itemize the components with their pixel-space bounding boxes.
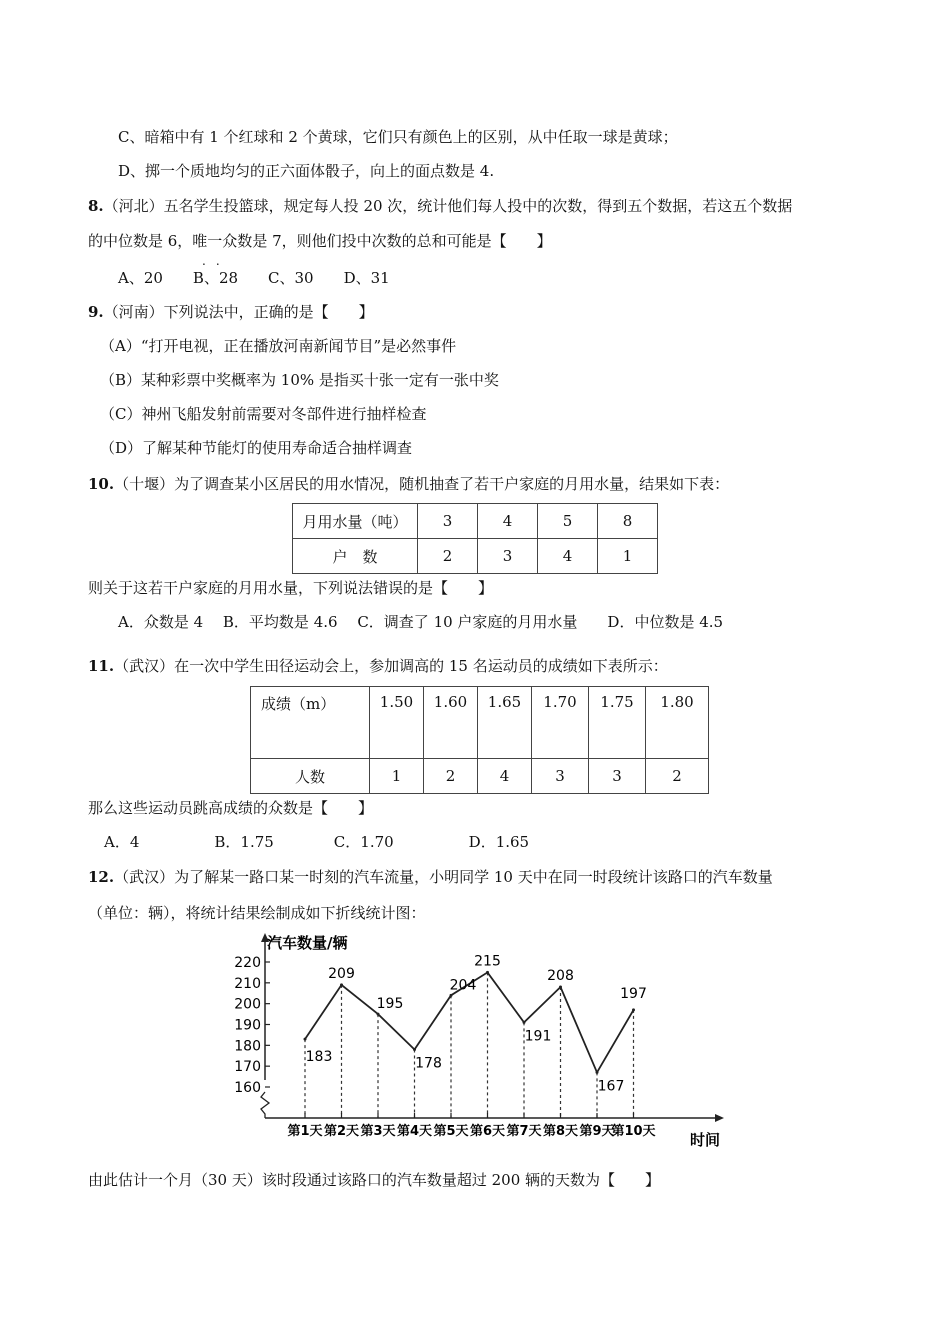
question-text: （武汉）为了解某一路口某一时刻的汽车流量，小明同学 10 天中在同一时段统计该路口的汽车数量 xyxy=(114,868,773,886)
question-11-prompt: 那么这些运动员跳高成绩的众数是【 】 xyxy=(88,799,374,817)
x-tick-label: 第7天 xyxy=(506,1124,542,1139)
data-label: 183 xyxy=(305,1049,333,1066)
y-axis-label: 汽车数量/辆 xyxy=(267,934,348,952)
x-tick-label: 第5天 xyxy=(433,1124,469,1139)
data-label: 178 xyxy=(415,1055,442,1072)
question-text: （十堰）为了调查某小区居民的用水情况，随机抽查了若干户家庭的月用水量，结果如下表： xyxy=(114,475,730,493)
data-label: 208 xyxy=(547,968,574,984)
y-tick-label: 190 xyxy=(234,1017,261,1034)
table-cell: 3 xyxy=(418,504,478,539)
y-tick-label: 160 xyxy=(234,1080,261,1096)
table-cell: 1.70 xyxy=(532,687,589,759)
question-9 xyxy=(88,302,374,322)
table-cell: 1.75 xyxy=(589,687,646,759)
question-10 xyxy=(88,474,729,494)
x-tick-label: 第8天 xyxy=(542,1124,579,1139)
question-9-option-b: （B）某种彩票中奖概率为 10% 是指买十张一定有一张中奖 xyxy=(100,371,499,389)
data-label: 215 xyxy=(474,953,501,970)
data-point xyxy=(450,994,453,997)
data-point xyxy=(413,1048,416,1051)
table-cell: 5 xyxy=(538,504,598,539)
axis-break xyxy=(261,1092,269,1118)
table-cell: 1 xyxy=(598,539,658,574)
x-tick-label: 第6天 xyxy=(469,1124,506,1139)
table-header-cell: 成绩（m） xyxy=(251,687,370,759)
emphasis-dots: .. xyxy=(202,254,230,268)
table-cell: 2 xyxy=(424,759,478,794)
question-number: 9. xyxy=(88,303,104,321)
x-tick-label: 第4天 xyxy=(396,1124,433,1139)
table-cell: 1.65 xyxy=(478,687,532,759)
table-cell: 3 xyxy=(589,759,646,794)
y-tick-label: 180 xyxy=(234,1038,261,1055)
question-10-prompt: 则关于这若干户家庭的月用水量，下列说法错误的是【 】 xyxy=(88,579,494,597)
option-d-text: D、掷一个质地均匀的正六面体骰子，向上的面点数是 4. xyxy=(118,162,495,180)
data-label: 204 xyxy=(449,977,477,994)
table-header-cell: 人数 xyxy=(251,759,370,794)
data-label: 167 xyxy=(597,1078,625,1095)
data-point xyxy=(340,983,343,986)
question-11-options: A．4 B．1.75 C．1.70 D．1.65 xyxy=(104,833,530,851)
question-text: （河北）五名学生投篮球，规定每人投 20 次，统计他们每人投中的次数，得到五个数据，若这五个数据 xyxy=(103,197,793,215)
table-cell: 2 xyxy=(646,759,709,794)
data-point xyxy=(486,971,489,974)
question-8-options: A、20 B、28 C、30 D、31 xyxy=(118,269,390,287)
question-12-line2: （单位：辆），将统计结果绘制成如下折线统计图： xyxy=(88,904,426,922)
data-label: 197 xyxy=(620,985,647,1002)
question-9-option-c: （C）神州飞船发射前需要对冬部件进行抽样检查 xyxy=(100,405,427,423)
table-cell: 8 xyxy=(598,504,658,539)
question-number: 11. xyxy=(88,657,115,675)
question-9-option-a: （A）“打开电视，正在播放河南新闻节目”是必然事件 xyxy=(100,337,457,355)
water-usage-table xyxy=(292,503,658,574)
data-point xyxy=(596,1071,599,1074)
question-11 xyxy=(88,656,668,676)
y-tick-label: 220 xyxy=(234,955,261,971)
table-cell: 4 xyxy=(478,759,532,794)
x-tick-label: 第9天 xyxy=(579,1124,615,1139)
table-cell: 3 xyxy=(532,759,589,794)
x-tick-label: 第2天 xyxy=(323,1124,360,1139)
question-text: （河南）下列说法中，正确的是【 】 xyxy=(103,303,374,321)
data-label: 195 xyxy=(376,996,404,1013)
x-tick-label: 第10天 xyxy=(611,1124,656,1139)
data-point xyxy=(523,1021,526,1024)
table-cell: 4 xyxy=(478,504,538,539)
question-12-prompt: 由此估计一个月（30 天）该时段通过该路口的汽车数量超过 200 辆的天数为【 】 xyxy=(88,1171,661,1189)
option-c-text: C、暗箱中有 1 个红球和 2 个黄球，它们只有颜色上的区别，从中任取一球是黄球； xyxy=(118,128,678,146)
x-tick-label: 第3天 xyxy=(360,1124,396,1139)
question-9-option-d: （D）了解某种节能灯的使用寿命适合抽样调查 xyxy=(100,439,413,457)
x-axis-label: 时间 xyxy=(690,1131,721,1149)
question-12 xyxy=(88,867,773,887)
y-tick-label: 170 xyxy=(234,1059,261,1076)
data-label: 191 xyxy=(524,1028,552,1045)
question-text: （武汉）在一次中学生田径运动会上，参加调高的 15 名运动员的成绩如下表所示： xyxy=(114,657,668,675)
data-point xyxy=(304,1038,307,1041)
question-10-options: A．众数是 4 B．平均数是 4.6 C．调查了 10 户家庭的月用水量 D．中位数是 4.5 xyxy=(118,613,724,631)
question-8-line2: 的中位数是 6，唯一众数是 7，则他们投中次数的总和可能是【 】 xyxy=(88,232,552,250)
table-cell: 3 xyxy=(478,539,538,574)
table-header-cell: 户 数 xyxy=(293,539,418,574)
question-8 xyxy=(88,196,792,216)
table-header-cell: 月用水量（吨） xyxy=(293,504,418,539)
question-number: 8. xyxy=(88,197,104,215)
y-tick-label: 200 xyxy=(234,996,261,1013)
table-cell: 1.80 xyxy=(646,687,709,759)
data-point xyxy=(559,986,562,989)
question-number: 10. xyxy=(88,475,115,493)
traffic-line-chart xyxy=(215,930,735,1152)
high-jump-table xyxy=(250,686,709,794)
x-axis-arrow xyxy=(715,1114,724,1122)
question-number: 12. xyxy=(88,868,115,886)
table-cell: 4 xyxy=(538,539,598,574)
y-tick-label: 210 xyxy=(234,975,261,992)
x-tick-label: 第1天 xyxy=(287,1124,323,1139)
table-cell: 1.50 xyxy=(370,687,424,759)
table-cell: 2 xyxy=(418,539,478,574)
table-cell: 1.60 xyxy=(424,687,478,759)
data-point xyxy=(377,1013,380,1016)
data-point xyxy=(632,1008,635,1011)
table-cell: 1 xyxy=(370,759,424,794)
data-label: 209 xyxy=(328,965,355,982)
